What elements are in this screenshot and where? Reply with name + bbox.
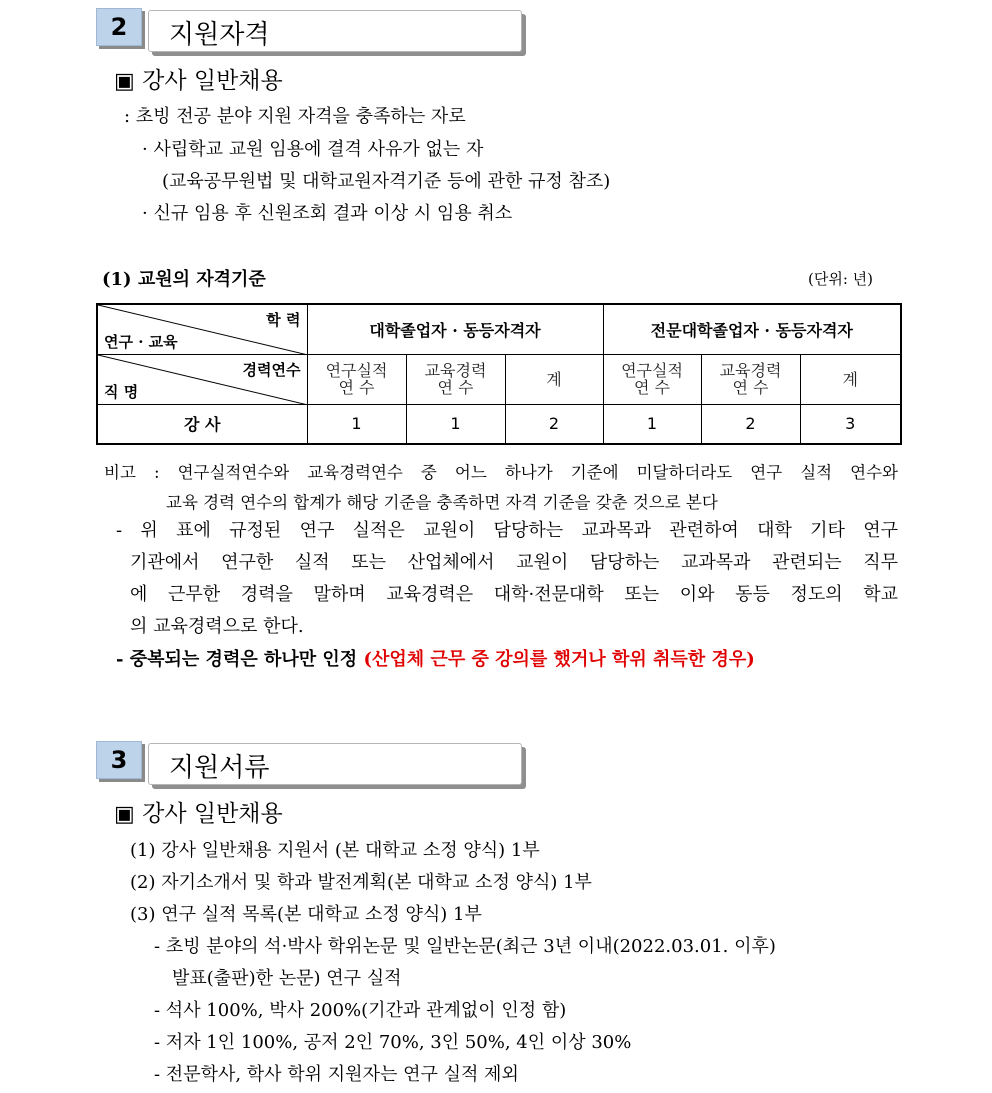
sub-header — [603, 354, 701, 404]
sub-header-line: 연 수 — [338, 378, 375, 397]
sub-header-line: 계 — [842, 369, 858, 389]
document-sub-item: - 전문학사, 학사 학위 지원자는 연구 실적 제외 — [154, 1064, 519, 1085]
sub-header-line: 연 수 — [634, 378, 671, 397]
qualification-table — [96, 303, 902, 445]
subheading-text: 강사 일반채용 — [142, 68, 283, 94]
section-2-number: 2 — [96, 8, 142, 46]
corner-top-right: 학 력 — [266, 311, 301, 329]
sub-header-line: 교육경력 — [719, 361, 782, 380]
section-3-title-box — [148, 743, 522, 785]
sub-header — [701, 354, 800, 404]
duplicate-career-text: - 중복되는 경력은 하나만 인정 — [116, 649, 358, 670]
corner-bottom-right: 경력연수 — [242, 360, 301, 379]
table-cell: 3 — [800, 404, 901, 444]
section-3-title: 지원서류 — [169, 753, 270, 783]
group-header-1: 대학졸업자 · 동등자격자 — [307, 304, 603, 354]
paragraph-line: 에 근무한 경력을 말하며 교육경력은 대학·전문대학 또는 이와 동등 정도의 학교 — [130, 584, 898, 605]
section-3-subheading — [114, 795, 283, 828]
document-item: (1) 강사 일반채용 지원서 (본 대학교 소정 양식) 1부 — [130, 840, 540, 861]
table-cell: 2 — [701, 404, 800, 444]
unit-label: (단위: 년) — [808, 270, 873, 288]
qualification-line: (교육공무원법 및 대학교원자격기준 등에 관한 규정 참조) — [162, 171, 611, 192]
corner-cell-bottom — [97, 354, 307, 404]
table-title: (1) 교원의 자격기준 — [102, 269, 266, 290]
table-cell: 2 — [505, 404, 603, 444]
square-bullet-icon: ▣ — [114, 69, 135, 94]
table-row — [97, 404, 901, 444]
document-sub-item: 발표(출판)한 논문) 연구 실적 — [172, 968, 402, 989]
sub-header — [406, 354, 505, 404]
section-2-title-box — [148, 10, 522, 52]
section-2-title: 지원자격 — [169, 20, 270, 50]
table-cell: 1 — [406, 404, 505, 444]
paragraph-line: - 위 표에 규정된 연구 실적은 교원이 담당하는 교과목과 관련하여 대학 기타 연구 — [116, 520, 898, 541]
group-header-2: 전문대학졸업자 · 동등자격자 — [603, 304, 901, 354]
corner-bottom-left: 직 명 — [104, 382, 139, 401]
table-cell: 1 — [307, 404, 406, 444]
section-2-subheading — [114, 62, 283, 95]
corner-top-left: 연구 · 교육 — [104, 333, 178, 351]
sub-header — [505, 354, 603, 404]
document-item: (3) 연구 실적 목록(본 대학교 소정 양식) 1부 — [130, 904, 482, 925]
duplicate-career-condition: (산업체 근무 중 강의를 했거나 학위 취득한 경우) — [363, 649, 755, 670]
sub-header-line: 연 수 — [437, 378, 474, 397]
sub-header-line: 계 — [546, 369, 562, 389]
sub-header-line: 연구실적 — [621, 361, 683, 380]
table-cell: 1 — [603, 404, 701, 444]
subheading-text: 강사 일반채용 — [142, 801, 283, 827]
qualification-line: · 사립학교 교원 임용에 결격 사유가 없는 자 — [142, 139, 484, 160]
sub-header — [307, 354, 406, 404]
section-3-number: 3 — [96, 741, 142, 779]
qualification-line: : 초빙 전공 분야 지원 자격을 충족하는 자로 — [124, 106, 466, 127]
document-sub-item: - 초빙 분야의 석·박사 학위논문 및 일반논문(최근 3년 이내(2022.03.01. 이후) — [154, 936, 776, 957]
sub-header-line: 연구실적 — [325, 361, 388, 380]
document-sub-item: - 석사 100%, 박사 200%(기간과 관계없이 인정 함) — [154, 1000, 567, 1021]
note-line: 교육 경력 연수의 합계가 해당 기준을 충족하면 자격 기준을 갖춘 것으로 본다 — [166, 493, 718, 512]
paragraph-line: 기관에서 연구한 실적 또는 산업체에서 교원이 담당하는 교과목과 관련되는 직무 — [130, 552, 898, 573]
square-bullet-icon: ▣ — [114, 802, 135, 827]
row-label: 강 사 — [97, 404, 307, 444]
note-line: 비고 : 연구실적연수와 교육경력연수 중 어느 하나가 기준에 미달하더라도 연구 실적 연수와 — [104, 463, 898, 482]
duplicate-career-note — [116, 645, 755, 671]
document-item: (2) 자기소개서 및 학과 발전계획(본 대학교 소정 양식) 1부 — [130, 872, 592, 893]
sub-header-line: 교육경력 — [424, 361, 487, 380]
corner-cell-top — [97, 304, 307, 354]
sub-header-line: 연 수 — [732, 378, 769, 397]
sub-header — [800, 354, 901, 404]
qualification-line: · 신규 임용 후 신원조회 결과 이상 시 임용 취소 — [142, 203, 513, 224]
document-sub-item: - 저자 1인 100%, 공저 2인 70%, 3인 50%, 4인 이상 30% — [154, 1032, 632, 1053]
paragraph-line: 의 교육경력으로 한다. — [130, 616, 304, 637]
